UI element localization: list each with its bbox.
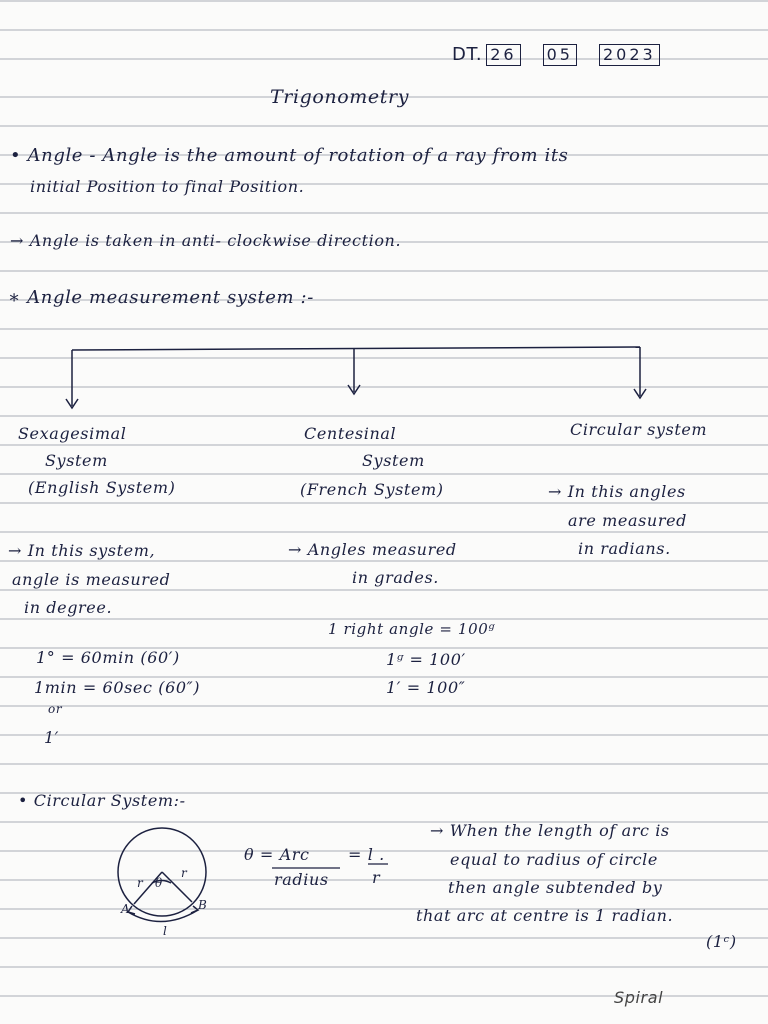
- systems-heading: ∗ Angle measurement system :-: [8, 287, 314, 308]
- diagram-arc-label: l: [163, 924, 168, 938]
- date-day: 26: [486, 44, 520, 66]
- sexagesimal-desc3: in degree.: [24, 598, 113, 617]
- formula-theta-arc: θ = Arc: [244, 845, 310, 864]
- footer-brand: Spiral: [614, 988, 664, 1007]
- minute-second-equation: 1min = 60sec (60″): [34, 678, 201, 697]
- one-minute-symbol: 1′: [44, 728, 60, 747]
- radian-def-line4: that arc at centre is 1 radian.: [416, 906, 674, 925]
- radian-symbol: (1ᶜ): [706, 932, 737, 951]
- circular-desc1: → In this angles: [548, 482, 686, 501]
- circular-section-heading: • Circular System:-: [18, 791, 186, 810]
- angle-definition-line1: • Angle - Angle is the amount of rotation of a ray from its: [10, 145, 569, 166]
- formula-equals-l: = l .: [348, 845, 385, 864]
- sexagesimal-desc2: angle is measured: [12, 570, 171, 589]
- sexagesimal-desc1: → In this system,: [8, 541, 156, 560]
- grade-minute-equation: 1ᵍ = 100′: [386, 650, 466, 669]
- date-label: DT.: [452, 44, 483, 65]
- diagram-theta-label: θ: [155, 876, 163, 890]
- formula-radius: radius: [274, 870, 329, 889]
- diagram-point-b: B: [198, 898, 208, 912]
- centesimal-system-word: System: [362, 451, 425, 470]
- date-month: 05: [543, 44, 577, 66]
- anticlockwise-note: → Angle is taken in anti- clockwise direction.: [10, 231, 402, 250]
- degree-minute-equation: 1° = 60min (60′): [36, 648, 180, 667]
- centesimal-desc2: in grades.: [352, 568, 439, 587]
- diagram-point-a: A: [121, 902, 131, 916]
- date-year: 2023: [599, 44, 660, 66]
- radian-def-line3: then angle subtended by: [448, 878, 663, 897]
- diagram-r-right-label: r: [181, 866, 188, 880]
- centesimal-name: Centesinal: [304, 424, 397, 443]
- angle-definition-line2: initial Position to final Position.: [30, 177, 305, 196]
- centesimal-minute-second-equation: 1′ = 100″: [386, 678, 466, 697]
- centesimal-desc1: → Angles measured: [288, 540, 457, 559]
- circular-desc2: are measured: [568, 511, 687, 530]
- formula-r: r: [372, 868, 381, 887]
- or-text: or: [48, 702, 63, 716]
- diagram-r-left-label: r: [137, 876, 144, 890]
- sexagesimal-name: Sexagesimal: [18, 424, 127, 443]
- page-title: Trigonometry: [270, 86, 410, 108]
- sexagesimal-alias: (English System): [28, 478, 176, 497]
- right-angle-grades-equation: 1 right angle = 100ᵍ: [328, 620, 495, 638]
- radian-def-line1: → When the length of arc is: [430, 821, 670, 840]
- radian-def-line2: equal to radius of circle: [450, 850, 658, 869]
- circular-system-name: Circular system: [570, 420, 708, 439]
- sexagesimal-system-word: System: [45, 451, 108, 470]
- circular-desc3: in radians.: [578, 539, 671, 558]
- centesimal-alias: (French System): [300, 480, 444, 499]
